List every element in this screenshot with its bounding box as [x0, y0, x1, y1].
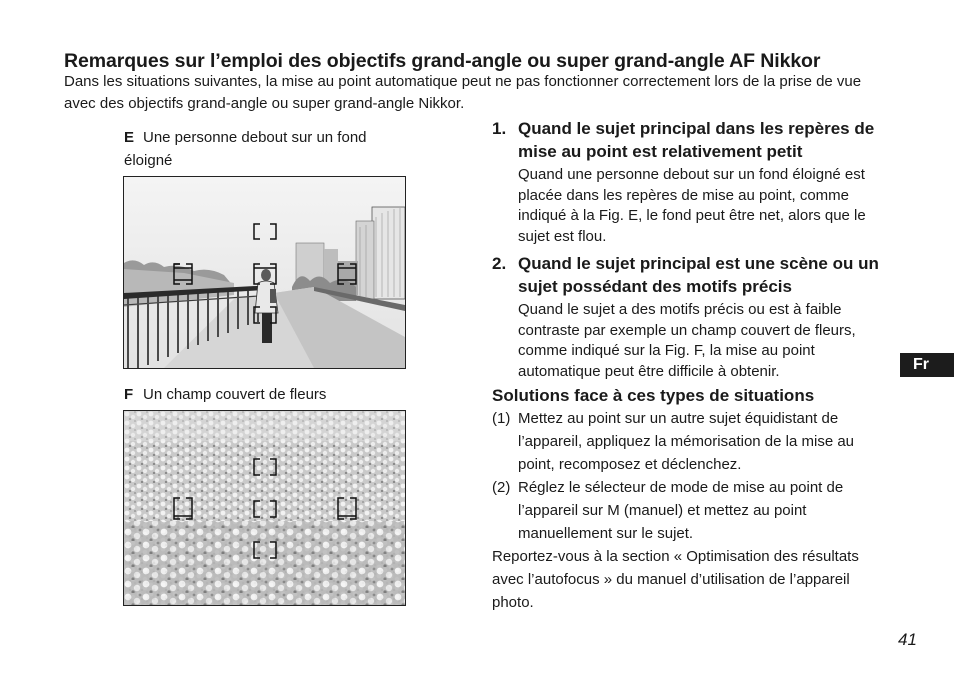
- page-heading: Remarques sur l’emploi des objectifs grand-angle ou super grand-angle AF Nikkor: [64, 50, 821, 72]
- solution-item-2: [492, 476, 892, 545]
- figure-f-caption: [124, 383, 414, 406]
- page-number: 41: [898, 630, 917, 649]
- solution-item-2-number: (2): [492, 479, 511, 496]
- solution-item-1: [492, 407, 892, 476]
- figure-f-text: Un champ couvert de fleurs: [143, 386, 327, 403]
- point-1: [492, 117, 892, 247]
- figure-e-image: [123, 176, 406, 369]
- point-1-title: Quand le sujet principal dans les repères de mise au point est relativement petit: [518, 119, 875, 161]
- solution-item-1-text: Mettez au point sur un autre sujet équidistant de l’appareil, appliquez la mémorisation de la mise au point, recomposez et déclenchez.: [518, 410, 855, 473]
- point-1-number: 1.: [492, 119, 507, 138]
- solutions-title: Solutions face à ces types de situations: [492, 386, 815, 405]
- intro-paragraph: Dans les situations suivantes, la mise au point automatique peut ne pas fonctionner correctement lors de la prise de vue avec des objectifs grand-angle ou super grand-angle Nikkor.: [64, 73, 862, 112]
- solutions-list: [492, 407, 892, 614]
- figure-e-caption: [124, 126, 414, 172]
- figure-e-letter: E: [124, 129, 135, 146]
- solution-item-1-number: (1): [492, 410, 511, 427]
- figure-f-letter: F: [124, 386, 134, 403]
- solutions-note: Reportez-vous à la section « Optimisation des résultats avec l’autofocus » du manuel d’utilisation de l’appareil photo.: [492, 548, 859, 611]
- point-2: [492, 252, 892, 382]
- language-tab: Fr: [900, 353, 954, 377]
- point-2-number: 2.: [492, 254, 507, 273]
- point-2-title: Quand le sujet principal est une scène ou un sujet possédant des motifs précis: [518, 254, 879, 296]
- figure-e-text: Une personne debout sur un fond éloigné: [124, 129, 367, 169]
- solution-item-2-text: Réglez le sélecteur de mode de mise au point de l’appareil sur M (manuel) et mettez au point manuellement sur le sujet.: [518, 479, 844, 542]
- figure-f-image: [123, 410, 406, 606]
- point-2-text: Quand le sujet a des motifs précis ou est à faible contraste par exemple un champ couvert de fleurs, comme indiqué sur la Fig. F, la mise au point automatique peut être difficile à obtenir.: [518, 301, 856, 380]
- point-1-text: Quand une personne debout sur un fond éloigné est placée dans les repères de mise au point, comme indiqué à la Fig. E, le fond peut être net, alors que le sujet est flou.: [518, 166, 866, 245]
